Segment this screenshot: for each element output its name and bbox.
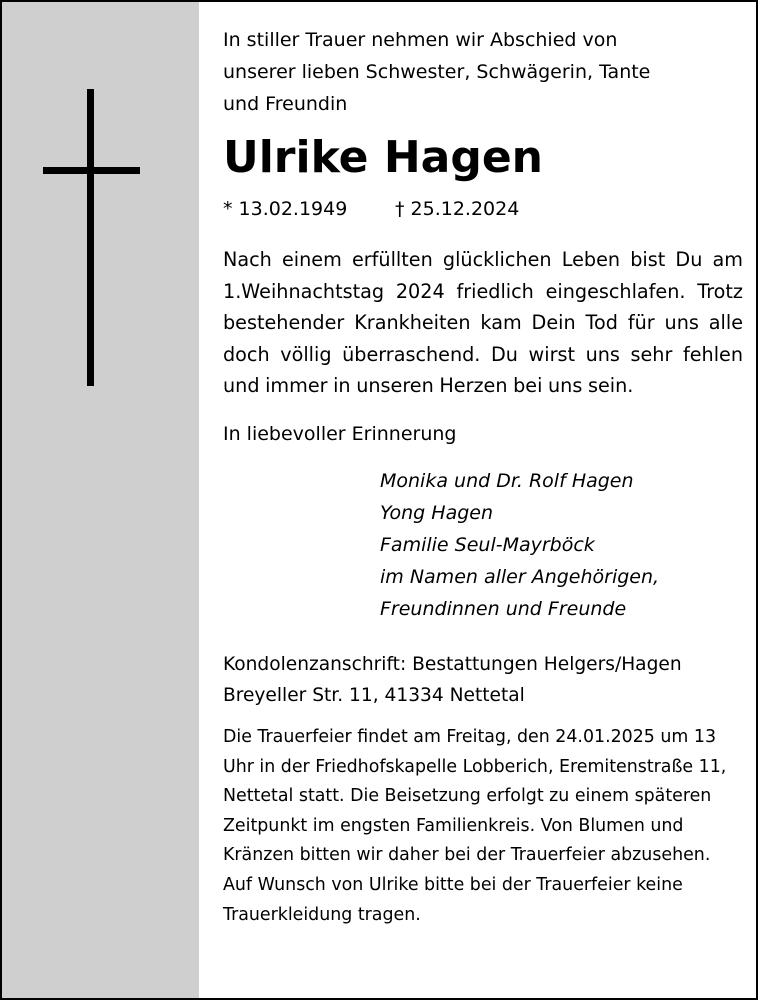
life-dates [223,196,743,222]
condolence-address [223,649,743,711]
cross-icon [2,2,199,402]
farewell-text: Nach einem erfüllten glücklichen Leben bist Du am 1.Weihnachtstag 2024 friedlich eingeschlafen. Trotz bestehender Krankheiten kam Dein Tod für uns alle doch völlig überraschend. Du wirst uns sehr fehlen und immer in unseren Herzen bei uns sein. [223,248,743,398]
signature-line: Freundinnen und Freunde [380,597,627,620]
signature-line: Monika und Dr. Rolf Hagen [380,469,634,492]
ceremony-info: Die Trauerfeier findet am Freitag, den 24.01.2025 um 13 Uhr in der Friedhofskapelle Lobberich, Eremitenstraße 11, Nettetal statt. Die Beisetzung erfolgt zu einem späteren Zeitpunkt im engsten Familienkreis. Von Blumen und Kränzen bitten wir daher bei der Trauerfeier abzusehen. Auf Wunsch von Ulrike bitte bei der Trauerfeier keine Trauerkleidung tragen. [223,726,727,925]
obituary-content [223,24,743,930]
memory-line: In liebevoller Erinnerung [223,422,457,445]
side-band [2,2,199,998]
signature-line: Familie Seul-Mayrböck [380,533,595,556]
address-line-2: Breyeller Str. 11, 41334 Nettetal [223,684,525,706]
death-date: † 25.12.2024 [395,198,520,220]
deceased-name: Ulrike Hagen [223,132,544,183]
intro-text: In stiller Trauer nehmen wir Abschied von unserer lieben Schwester, Schwägerin, Tante und Freundin [223,29,651,115]
address-line-1: Kondolenzanschrift: Bestattungen Helgers/Hagen [223,653,682,675]
birth-date: * 13.02.1949 [223,198,348,220]
signatures-list [380,465,743,625]
signature-line: Yong Hagen [380,501,494,524]
signature-line: im Namen aller Angehörigen, [380,565,660,588]
